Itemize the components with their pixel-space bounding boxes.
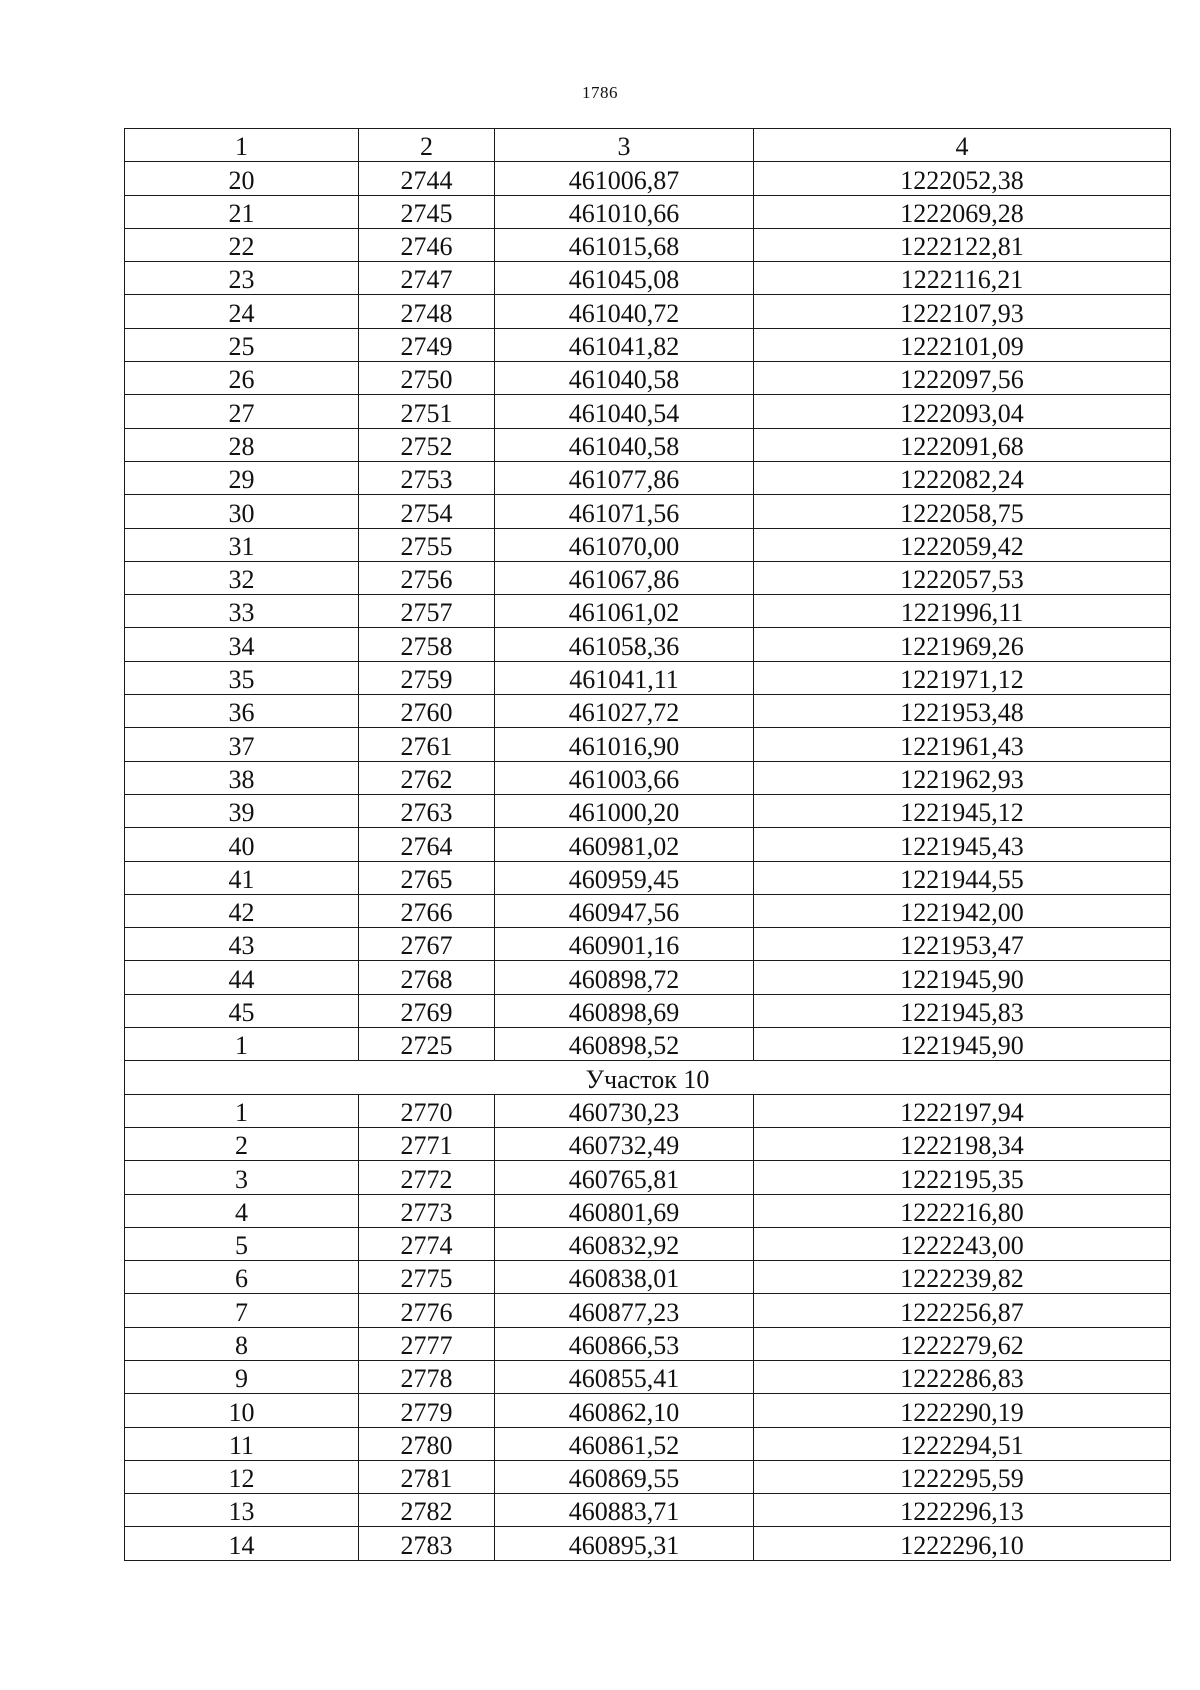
cell-point: 41 (125, 861, 359, 894)
cell-point: 2 (125, 1127, 359, 1160)
cell-number: 2777 (359, 1327, 495, 1360)
cell-y: 1221969,26 (754, 628, 1171, 661)
table-row (125, 162, 1171, 195)
cell-x: 461040,58 (495, 362, 754, 395)
table-row (125, 528, 1171, 561)
cell-y: 1221945,12 (754, 794, 1171, 827)
table-row (125, 1161, 1171, 1194)
cell-y: 1221945,90 (754, 1028, 1171, 1061)
cell-point: 5 (125, 1227, 359, 1260)
table-row (125, 1360, 1171, 1393)
cell-y: 1222290,19 (754, 1394, 1171, 1427)
cell-point: 3 (125, 1161, 359, 1194)
cell-x: 460981,02 (495, 828, 754, 861)
cell-point: 23 (125, 262, 359, 295)
cell-x: 461070,00 (495, 528, 754, 561)
cell-y: 1222256,87 (754, 1294, 1171, 1327)
cell-point: 37 (125, 728, 359, 761)
cell-x: 460898,72 (495, 961, 754, 994)
cell-number: 2776 (359, 1294, 495, 1327)
section-row (125, 1061, 1171, 1094)
cell-number: 2762 (359, 761, 495, 794)
cell-number: 2760 (359, 695, 495, 728)
table-row (125, 728, 1171, 761)
cell-point: 34 (125, 628, 359, 661)
table-row (125, 1427, 1171, 1460)
cell-x: 461041,82 (495, 328, 754, 361)
table-row (125, 1460, 1171, 1493)
cell-x: 461071,56 (495, 495, 754, 528)
cell-x: 460883,71 (495, 1494, 754, 1527)
cell-x: 460861,52 (495, 1427, 754, 1460)
cell-point: 39 (125, 794, 359, 827)
table-row (125, 1327, 1171, 1360)
cell-y: 1221953,48 (754, 695, 1171, 728)
cell-point: 29 (125, 461, 359, 494)
cell-number: 2759 (359, 661, 495, 694)
table-row (125, 695, 1171, 728)
table-row (125, 761, 1171, 794)
cell-point: 43 (125, 928, 359, 961)
cell-point: 28 (125, 428, 359, 461)
cell-x: 460732,49 (495, 1127, 754, 1160)
cell-number: 2775 (359, 1261, 495, 1294)
table-row (125, 1494, 1171, 1527)
cell-x: 460855,41 (495, 1360, 754, 1393)
table-row (125, 428, 1171, 461)
cell-number: 2749 (359, 328, 495, 361)
cell-point: 40 (125, 828, 359, 861)
table-body (125, 129, 1171, 1561)
table-row (125, 1394, 1171, 1427)
cell-point: 24 (125, 295, 359, 328)
table-row (125, 1261, 1171, 1294)
cell-x: 461006,87 (495, 162, 754, 195)
cell-y: 1222239,82 (754, 1261, 1171, 1294)
cell-number: 2761 (359, 728, 495, 761)
table-row (125, 1194, 1171, 1227)
cell-x: 460877,23 (495, 1294, 754, 1327)
cell-y: 1222197,94 (754, 1094, 1171, 1127)
cell-number: 2744 (359, 162, 495, 195)
table-row (125, 994, 1171, 1027)
table-row (125, 1294, 1171, 1327)
cell-number: 2763 (359, 794, 495, 827)
cell-x: 460947,56 (495, 894, 754, 927)
cell-y: 1222059,42 (754, 528, 1171, 561)
cell-point: 9 (125, 1360, 359, 1393)
cell-point: 32 (125, 561, 359, 594)
table-row (125, 395, 1171, 428)
cell-number: 2782 (359, 1494, 495, 1527)
cell-number: 2748 (359, 295, 495, 328)
cell-y: 1222195,35 (754, 1161, 1171, 1194)
cell-point: 11 (125, 1427, 359, 1460)
cell-number: 2745 (359, 195, 495, 228)
header-cell-number: 2 (359, 129, 495, 162)
cell-point: 42 (125, 894, 359, 927)
cell-x: 461077,86 (495, 461, 754, 494)
cell-number: 2725 (359, 1028, 495, 1061)
cell-point: 26 (125, 362, 359, 395)
cell-y: 1221971,12 (754, 661, 1171, 694)
cell-number: 2773 (359, 1194, 495, 1227)
cell-y: 1222122,81 (754, 228, 1171, 261)
cell-x: 461016,90 (495, 728, 754, 761)
cell-number: 2783 (359, 1527, 495, 1560)
cell-y: 1222091,68 (754, 428, 1171, 461)
cell-y: 1221996,11 (754, 595, 1171, 628)
cell-point: 6 (125, 1261, 359, 1294)
cell-y: 1222243,00 (754, 1227, 1171, 1260)
cell-point: 8 (125, 1327, 359, 1360)
table-row (125, 1527, 1171, 1560)
cell-x: 461058,36 (495, 628, 754, 661)
cell-point: 27 (125, 395, 359, 428)
cell-x: 460898,69 (495, 994, 754, 1027)
cell-y: 1222294,51 (754, 1427, 1171, 1460)
table-row (125, 828, 1171, 861)
table-row (125, 794, 1171, 827)
cell-number: 2772 (359, 1161, 495, 1194)
cell-point: 30 (125, 495, 359, 528)
cell-y: 1222082,24 (754, 461, 1171, 494)
cell-number: 2766 (359, 894, 495, 927)
cell-y: 1221945,83 (754, 994, 1171, 1027)
cell-y: 1221945,90 (754, 961, 1171, 994)
cell-number: 2767 (359, 928, 495, 961)
cell-y: 1222069,28 (754, 195, 1171, 228)
cell-x: 460801,69 (495, 1194, 754, 1227)
cell-y: 1221962,93 (754, 761, 1171, 794)
cell-y: 1222093,04 (754, 395, 1171, 428)
cell-point: 36 (125, 695, 359, 728)
cell-x: 461027,72 (495, 695, 754, 728)
header-cell-x: 3 (495, 129, 754, 162)
cell-y: 1221945,43 (754, 828, 1171, 861)
section-title: Участок 10 (125, 1061, 1171, 1094)
cell-y: 1222216,80 (754, 1194, 1171, 1227)
header-cell-y: 4 (754, 129, 1171, 162)
table-header-row (125, 129, 1171, 162)
cell-x: 460832,92 (495, 1227, 754, 1260)
cell-y: 1221944,55 (754, 861, 1171, 894)
cell-point: 31 (125, 528, 359, 561)
cell-point: 1 (125, 1028, 359, 1061)
cell-x: 460901,16 (495, 928, 754, 961)
cell-x: 460959,45 (495, 861, 754, 894)
cell-number: 2764 (359, 828, 495, 861)
table-row (125, 362, 1171, 395)
cell-x: 461040,58 (495, 428, 754, 461)
cell-x: 460765,81 (495, 1161, 754, 1194)
table-row (125, 228, 1171, 261)
cell-y: 1222107,93 (754, 295, 1171, 328)
cell-y: 1222296,13 (754, 1494, 1171, 1527)
table-row (125, 595, 1171, 628)
cell-x: 461003,66 (495, 761, 754, 794)
cell-number: 2754 (359, 495, 495, 528)
cell-point: 7 (125, 1294, 359, 1327)
cell-number: 2756 (359, 561, 495, 594)
cell-number: 2771 (359, 1127, 495, 1160)
table-row (125, 661, 1171, 694)
cell-y: 1222101,09 (754, 328, 1171, 361)
table-row (125, 1227, 1171, 1260)
cell-number: 2755 (359, 528, 495, 561)
cell-point: 12 (125, 1460, 359, 1493)
table-row (125, 495, 1171, 528)
table-row (125, 1028, 1171, 1061)
cell-number: 2780 (359, 1427, 495, 1460)
cell-x: 460898,52 (495, 1028, 754, 1061)
cell-number: 2752 (359, 428, 495, 461)
cell-point: 20 (125, 162, 359, 195)
cell-y: 1221961,43 (754, 728, 1171, 761)
page-number: 1786 (582, 83, 618, 102)
table-row (125, 1127, 1171, 1160)
cell-number: 2757 (359, 595, 495, 628)
cell-x: 460862,10 (495, 1394, 754, 1427)
table-row (125, 262, 1171, 295)
table-row (125, 894, 1171, 927)
cell-x: 460838,01 (495, 1261, 754, 1294)
cell-x: 461040,54 (495, 395, 754, 428)
cell-y: 1222279,62 (754, 1327, 1171, 1360)
table-row (125, 1094, 1171, 1127)
cell-x: 460866,53 (495, 1327, 754, 1360)
cell-y: 1221942,00 (754, 894, 1171, 927)
cell-x: 460869,55 (495, 1460, 754, 1493)
cell-point: 1 (125, 1094, 359, 1127)
cell-point: 21 (125, 195, 359, 228)
cell-x: 461000,20 (495, 794, 754, 827)
cell-number: 2747 (359, 262, 495, 295)
cell-number: 2769 (359, 994, 495, 1027)
cell-point: 14 (125, 1527, 359, 1560)
cell-x: 461015,68 (495, 228, 754, 261)
cell-x: 460895,31 (495, 1527, 754, 1560)
table-row (125, 628, 1171, 661)
table-row (125, 328, 1171, 361)
cell-x: 461045,08 (495, 262, 754, 295)
table-row (125, 561, 1171, 594)
cell-number: 2750 (359, 362, 495, 395)
table-row (125, 861, 1171, 894)
cell-x: 461041,11 (495, 661, 754, 694)
cell-x: 461067,86 (495, 561, 754, 594)
cell-number: 2768 (359, 961, 495, 994)
header-cell-point: 1 (125, 129, 359, 162)
cell-point: 13 (125, 1494, 359, 1527)
cell-x: 461061,02 (495, 595, 754, 628)
coordinates-table (124, 128, 1171, 1561)
cell-point: 38 (125, 761, 359, 794)
cell-y: 1222116,21 (754, 262, 1171, 295)
cell-y: 1222296,10 (754, 1527, 1171, 1560)
cell-y: 1222057,53 (754, 561, 1171, 594)
table-row (125, 961, 1171, 994)
cell-point: 25 (125, 328, 359, 361)
cell-x: 460730,23 (495, 1094, 754, 1127)
cell-point: 45 (125, 994, 359, 1027)
cell-point: 4 (125, 1194, 359, 1227)
cell-y: 1222052,38 (754, 162, 1171, 195)
cell-x: 461010,66 (495, 195, 754, 228)
table-row (125, 295, 1171, 328)
cell-y: 1222295,59 (754, 1460, 1171, 1493)
cell-number: 2758 (359, 628, 495, 661)
cell-number: 2751 (359, 395, 495, 428)
cell-x: 461040,72 (495, 295, 754, 328)
cell-y: 1222097,56 (754, 362, 1171, 395)
table-row (125, 461, 1171, 494)
cell-y: 1222286,83 (754, 1360, 1171, 1393)
cell-point: 10 (125, 1394, 359, 1427)
cell-number: 2765 (359, 861, 495, 894)
cell-number: 2778 (359, 1360, 495, 1393)
cell-number: 2774 (359, 1227, 495, 1260)
cell-number: 2781 (359, 1460, 495, 1493)
cell-point: 44 (125, 961, 359, 994)
table-row (125, 195, 1171, 228)
cell-number: 2770 (359, 1094, 495, 1127)
cell-point: 35 (125, 661, 359, 694)
cell-number: 2779 (359, 1394, 495, 1427)
cell-point: 22 (125, 228, 359, 261)
cell-number: 2753 (359, 461, 495, 494)
cell-y: 1222058,75 (754, 495, 1171, 528)
table-row (125, 928, 1171, 961)
cell-number: 2746 (359, 228, 495, 261)
cell-point: 33 (125, 595, 359, 628)
cell-y: 1221953,47 (754, 928, 1171, 961)
cell-y: 1222198,34 (754, 1127, 1171, 1160)
